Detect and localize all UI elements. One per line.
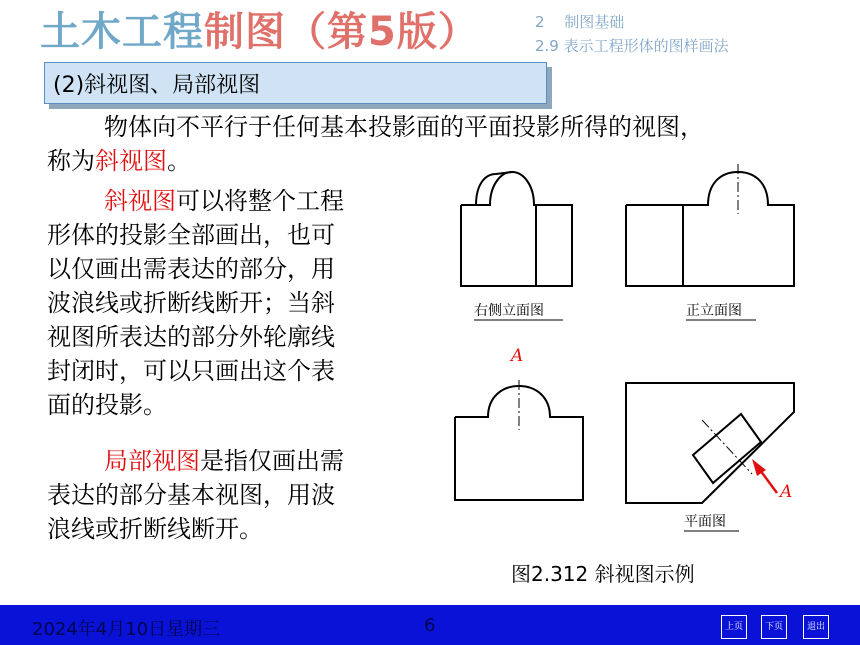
plan-view-drawing	[626, 383, 794, 503]
term-oblique-view: 斜视图	[95, 147, 167, 175]
text-segment: 是指仅画出需	[200, 447, 344, 475]
footer-date: 2024年4月10日星期三	[32, 619, 221, 640]
right-side-view-drawing	[461, 172, 572, 286]
course-title-part1: 土木工程	[40, 9, 204, 55]
paragraph-2-line-4: 波浪线或折断线断开；当斜	[47, 289, 335, 317]
paragraph-2-line-2: 形体的投影全部画出，也可	[47, 221, 335, 249]
text-segment: 。	[167, 147, 191, 175]
term-partial-view: 局部视图	[104, 447, 200, 475]
paragraph-1-line-1: 物体向不平行于任何基本投影面的平面投影所得的视图，	[104, 113, 704, 141]
plan-view-centerline	[702, 420, 752, 474]
text-segment: 可以将整个工程	[176, 187, 344, 215]
paragraph-2-line-3: 以仅画出需表达的部分，用	[47, 255, 335, 283]
paragraph-2-line-7: 面的投影。	[47, 391, 167, 419]
page-number: 6	[424, 615, 436, 636]
front-view-caption: 正立面图	[686, 303, 742, 319]
front-view-drawing	[626, 172, 794, 286]
paragraph-2-line-5: 视图所表达的部分外轮廓线	[47, 323, 335, 351]
paragraph-3-line-3: 浪线或折断线断开。	[47, 515, 263, 543]
figure-caption: 图2.312 斜视图示例	[511, 562, 695, 586]
view-label-a-top: A	[511, 346, 524, 366]
exit-button[interactable]: 退出	[803, 615, 829, 639]
text-segment: 称为	[47, 147, 95, 175]
paragraph-2-line-6: 封闭时，可以只画出这个表	[47, 357, 335, 385]
right-side-view-caption: 右侧立面图	[474, 303, 544, 319]
view-label-a-plan: A	[780, 482, 793, 502]
section-label: 2.9 表示工程形体的图样画法	[535, 37, 729, 55]
prev-page-button[interactable]: 上页	[721, 615, 747, 639]
view-direction-arrow	[752, 459, 777, 493]
chapter-label: 2 制图基础	[535, 13, 625, 31]
next-page-button[interactable]: 下页	[761, 615, 787, 639]
paragraph-3-line-2: 表达的部分基本视图，用波	[47, 481, 335, 509]
plan-view-caption: 平面图	[684, 514, 726, 530]
course-title-part2: 制图（第5版）	[204, 9, 479, 55]
section-heading: (2)斜视图、局部视图	[53, 73, 261, 98]
term-oblique-view: 斜视图	[104, 187, 176, 215]
